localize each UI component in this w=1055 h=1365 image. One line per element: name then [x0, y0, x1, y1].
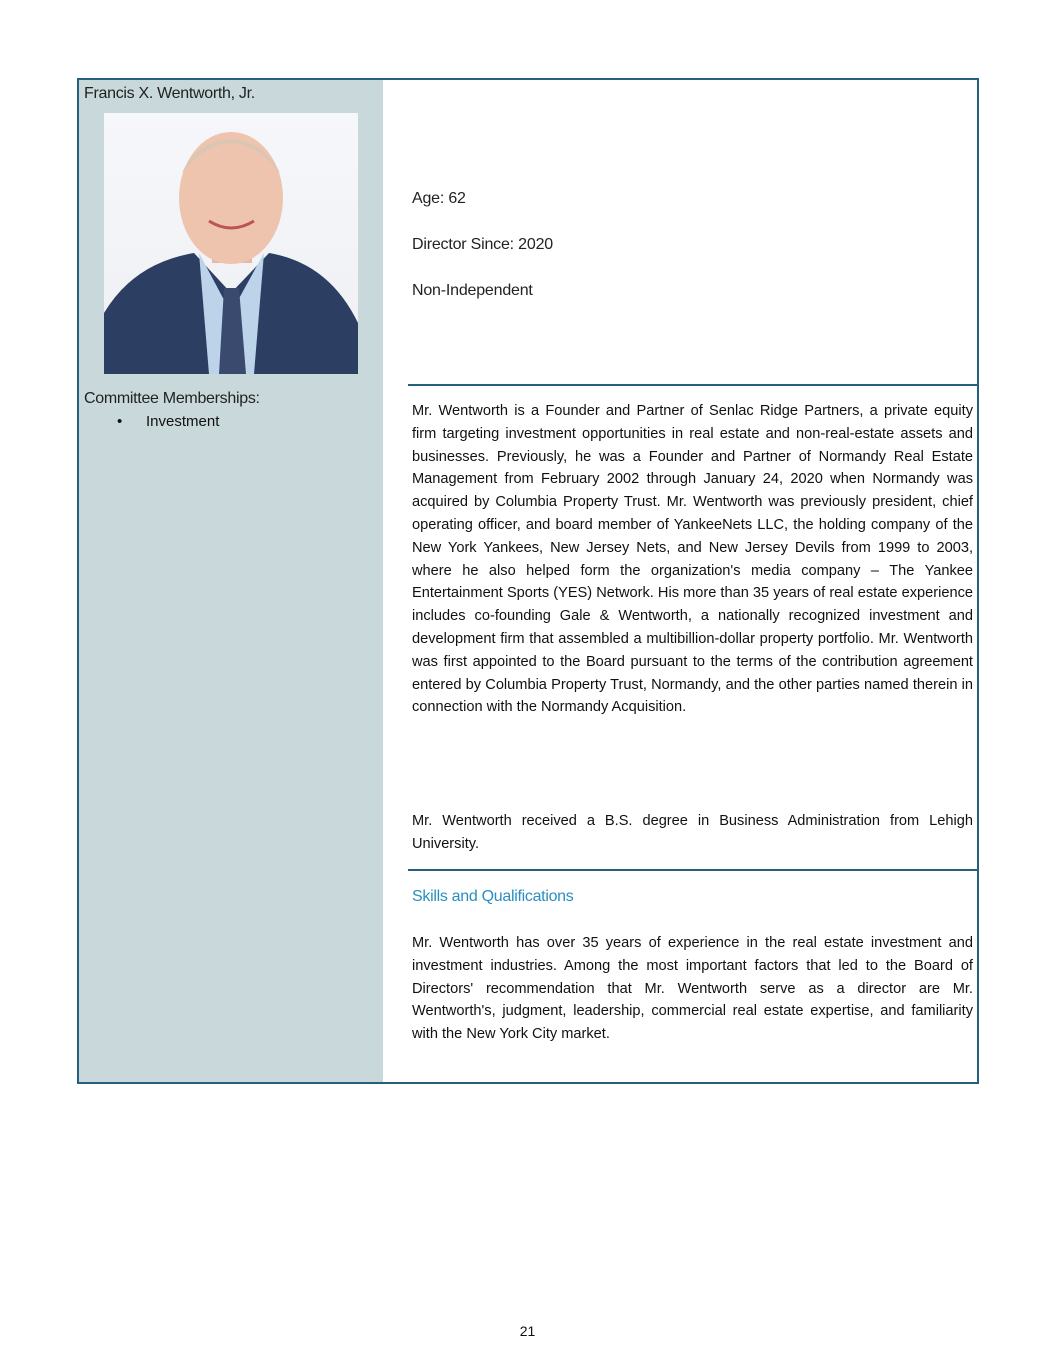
bio-paragraph: Mr. Wentworth is a Founder and Partner of Senlac Ridge Partners, a private equity firm targeting investment opportunities in real estate and non-real-estate assets and businesses. Previously, he was a Founder and Partner of Normandy Real Estate Management from February 2002 through January 24, 2020 when Normandy was acquired by Columbia Property Trust. Mr. Wentworth was previously president, chief operating officer, and board member of YankeeNets LLC, the holding company of the New York Yankees, New Jersey Nets, and New Jersey Devils from 1999 to 2003, where he also helped form the organization's media company – The Yankee Entertainment Sports (YES) Network. His more than 35 years of real estate experience includes co-founding Gale & Wentworth, a nationally recognized investment and development firm that assembled a multibillion-dollar property portfolio. Mr. Wentworth was first appointed to the Board pursuant to the terms of the contribution agreement entered by Columbia Property Trust, Normandy, and the other parties named therein in connection with the Normandy Acquisition. [412, 403, 973, 716]
page-number: 21 [519, 1323, 536, 1339]
profile-sidebar [79, 80, 383, 1082]
director-photo [104, 113, 358, 374]
divider [408, 869, 977, 871]
skills-heading: Skills and Qualifications [412, 888, 574, 905]
divider [408, 384, 977, 386]
education-paragraph: Mr. Wentworth received a B.S. degree in Business Administration from Lehigh University. [412, 813, 973, 852]
profile-details [383, 80, 977, 1082]
skills-paragraph: Mr. Wentworth has over 35 years of experience in the real estate investment and investment industries. Among the most important factors that led to the Board of Directors' recommendation that Mr. Wentworth serve as a director are Mr. Wentworth's, judgment, leadership, commercial real estate expertise, and familiarity with the New York City market. [412, 935, 973, 1043]
committee-list [117, 413, 219, 430]
committee-item: • Investment [117, 413, 219, 430]
director-profile-card [77, 78, 979, 1084]
committee-memberships-label: Committee Memberships: [84, 390, 260, 407]
independence-status: Non-Independent [412, 282, 533, 299]
director-name: Francis X. Wentworth, Jr. [84, 85, 255, 102]
director-since: Director Since: 2020 [412, 236, 553, 253]
age: Age: 62 [412, 190, 466, 207]
